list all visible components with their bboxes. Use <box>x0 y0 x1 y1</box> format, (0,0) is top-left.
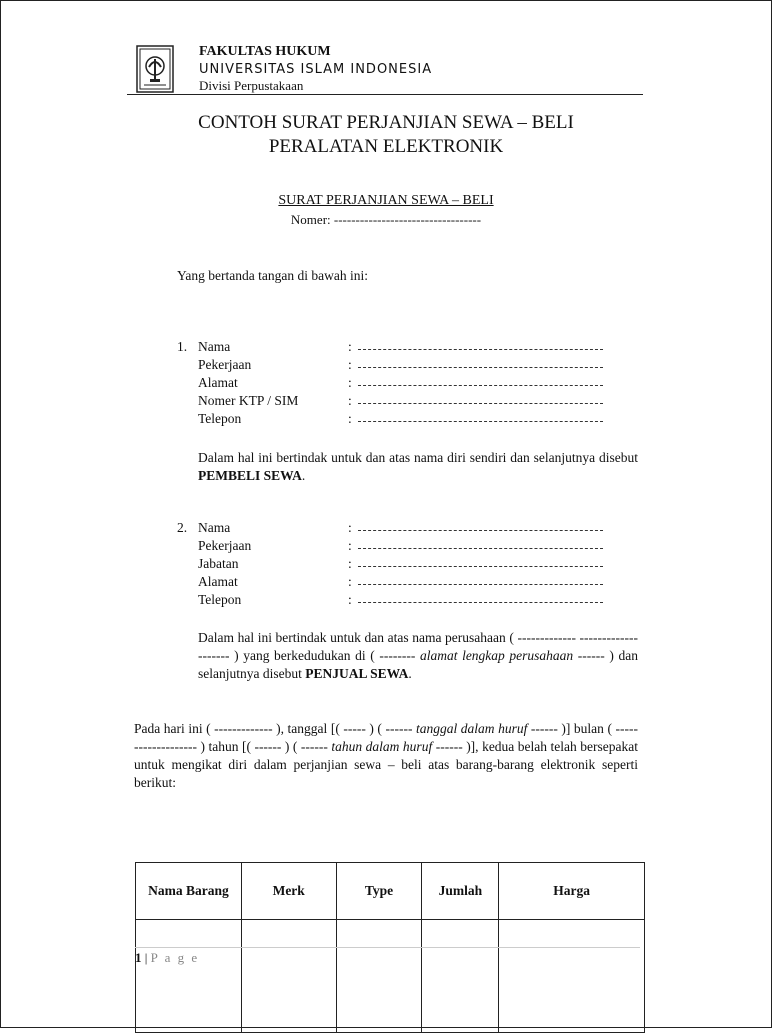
table-cell <box>336 920 422 1033</box>
party2-field-row: Jabatan : <box>198 556 618 574</box>
page-footer: 1 | P a g e <box>135 950 200 965</box>
table-header-row <box>136 863 645 920</box>
field-label: Alamat <box>198 574 238 589</box>
table-header-cell: Harga <box>499 863 645 920</box>
table-header-cell: Jumlah <box>422 863 499 920</box>
field-label: Pekerjaan <box>198 357 252 372</box>
party2-field-row: Alamat : <box>198 574 618 592</box>
table-header-cell: Nama Barang <box>136 863 242 920</box>
field-label: Alamat <box>198 375 238 390</box>
document-title-line1: CONTOH SURAT PERJANJIAN SEWA – BELI <box>198 112 574 133</box>
field-label: Telepon <box>198 592 242 607</box>
table-row <box>136 920 645 1033</box>
party1-field-row: Nomer KTP / SIM : <box>198 393 618 411</box>
university-logo <box>136 45 174 93</box>
party1-field-row: Telepon : <box>198 411 618 429</box>
intro-text: Yang bertanda tangan di bawah ini: <box>177 268 368 283</box>
party1-number: 1. <box>177 339 188 354</box>
party2-field-row: Pekerjaan : <box>198 538 618 556</box>
party2-statement: Dalam hal ini bertindak untuk dan atas nama perusahaan ( ------------- -------------------- ) yang berkedudukan di ( -------- alamat lengkap perusahaan ------ ) dan selanjutnya disebut PENJUAL SEWA. <box>198 630 638 681</box>
table-header-cell: Type <box>336 863 422 920</box>
field-label: Nama <box>198 339 231 354</box>
table-cell <box>136 920 242 1033</box>
party1-field-row: Nama : <box>198 339 618 357</box>
party2-field-row: Telepon : <box>198 592 618 610</box>
table-cell <box>241 920 336 1033</box>
division-name: Divisi Perpustakaan <box>199 78 304 93</box>
agreement-heading: SURAT PERJANJIAN SEWA – BELI <box>278 193 494 208</box>
footer-rule <box>135 947 640 948</box>
header-rule <box>127 94 643 95</box>
faculty-name: FAKULTAS HUKUM <box>199 44 331 59</box>
field-label: Jabatan <box>198 556 239 571</box>
table-cell <box>422 920 499 1033</box>
field-label: Pekerjaan <box>198 538 252 553</box>
party2-number: 2. <box>177 520 188 535</box>
table-header-cell: Merk <box>241 863 336 920</box>
party1-field-row: Alamat : <box>198 375 618 393</box>
agreement-number: Nomer: ---------------------------------- <box>290 212 482 227</box>
document-title-line2: PERALATAN ELEKTRONIK <box>268 136 504 157</box>
field-label: Nomer KTP / SIM <box>198 393 299 408</box>
field-label: Nama <box>198 520 231 535</box>
agreement-paragraph: Pada hari ini ( ------------- ), tanggal [( ----- ) ( ------ tanggal dalam huruf ------ )] bulan ( ------------------- ) tahun [( ------ ) ( ------ tahun dalam huruf ------ )], kedua belah telah bersepakat untuk mengikat diri dalam perjanjian sewa – beli atas barang-barang elektronik seperti berikut: <box>134 721 639 790</box>
party1-field-row: Pekerjaan : <box>198 357 618 375</box>
party2-field-row: Nama : <box>198 520 618 538</box>
field-label: Telepon <box>198 411 242 426</box>
party1-statement: Dalam hal ini bertindak untuk dan atas nama diri sendiri dan selanjutnya disebut PEMBELI SEWA. <box>198 450 638 483</box>
table-cell <box>499 920 645 1033</box>
university-name: UNIVERSITAS ISLAM INDONESIA <box>199 62 433 77</box>
